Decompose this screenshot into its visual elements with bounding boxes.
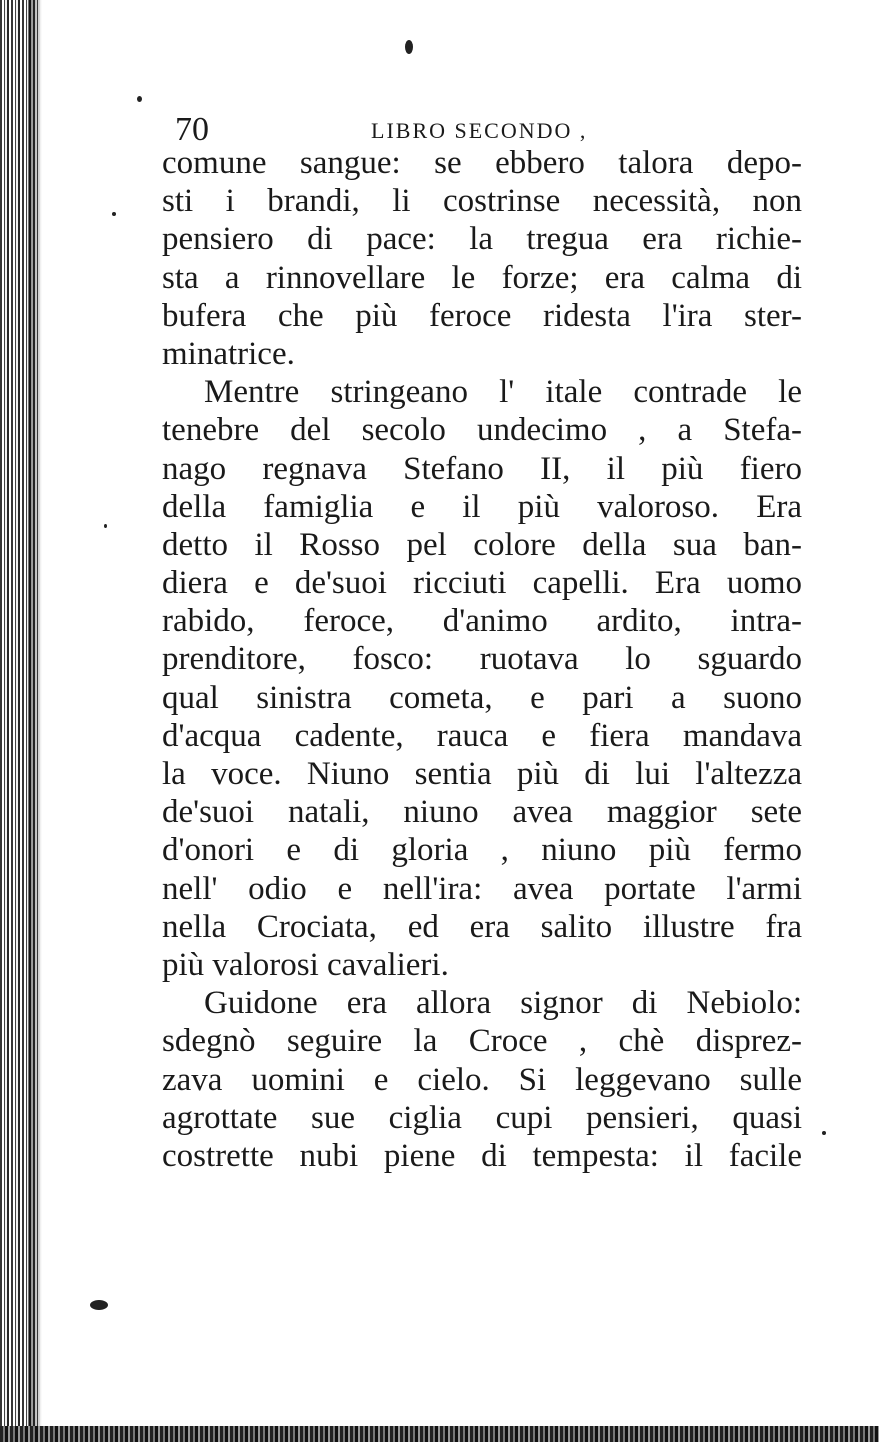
ink-speck: [112, 212, 116, 216]
text-line: bufera che più feroce ridesta l'ira ster-: [162, 297, 802, 334]
text-line: tenebre del secolo undecimo , a Stefa-: [162, 412, 802, 449]
text-line: minatrice.: [162, 335, 295, 372]
paragraph-start-line: Mentre stringeano l' itale contrade le: [204, 374, 802, 411]
running-head: LIBRO SECONDO ,: [371, 118, 588, 143]
text-line: diera e de'suoi ricciuti capelli. Era uomo: [162, 565, 802, 602]
paragraph-start-line: Guidone era allora signor di Nebiolo:: [204, 985, 802, 1022]
text-line: zava uomini e cielo. Si leggevano sulle: [162, 1061, 802, 1098]
page-number: 70: [175, 111, 209, 148]
text-line: più valorosi cavalieri.: [162, 946, 449, 983]
ink-speck: [104, 524, 107, 528]
ink-speck: [405, 40, 413, 54]
text-line: d'onori e di gloria , niuno più fermo: [162, 832, 802, 869]
text-line: nago regnava Stefano II, il più fiero: [162, 450, 802, 487]
text-line: qual sinistra cometa, e pari a suono: [162, 679, 802, 716]
ink-speck: [822, 1131, 826, 1135]
text-line: pensiero di pace: la tregua era richie-: [162, 221, 802, 258]
binding-shadow: [28, 0, 42, 1442]
text-line: agrottate sue ciglia cupi pensieri, quasi: [162, 1099, 802, 1136]
text-line: rabido, feroce, d'animo ardito, intra-: [162, 603, 802, 640]
page-header: [175, 112, 805, 148]
text-line: detto il Rosso pel colore della sua ban-: [162, 526, 802, 563]
text-line: nella Crociata, ed era salito illustre fra: [162, 908, 802, 945]
text-line: prenditore, fosco: ruotava lo sguardo: [162, 641, 802, 678]
page-bottom-edge: [0, 1426, 879, 1442]
text-line: sdegnò seguire la Croce , chè disprez-: [162, 1023, 802, 1060]
text-line: la voce. Niuno sentia più di lui l'altezza: [162, 756, 802, 792]
body-text: [162, 144, 802, 1175]
text-line: nell' odio e nell'ira: avea portate l'armi: [162, 870, 802, 907]
ink-speck: [137, 96, 142, 102]
text-line: costrette nubi piene di tempesta: il facile: [162, 1137, 802, 1174]
text-line: sta a rinnovellare le forze; era calma di: [162, 259, 802, 296]
text-line: sti i brandi, li costrinse necessità, non: [162, 183, 802, 220]
ink-speck: [90, 1300, 108, 1310]
text-line: della famiglia e il più valoroso. Era: [162, 488, 802, 525]
text-line: de'suoi natali, niuno avea maggior sete: [162, 794, 802, 831]
text-line: d'acqua cadente, rauca e fiera mandava: [162, 717, 802, 754]
text-line: comune sangue: se ebbero talora depo-: [162, 145, 802, 181]
